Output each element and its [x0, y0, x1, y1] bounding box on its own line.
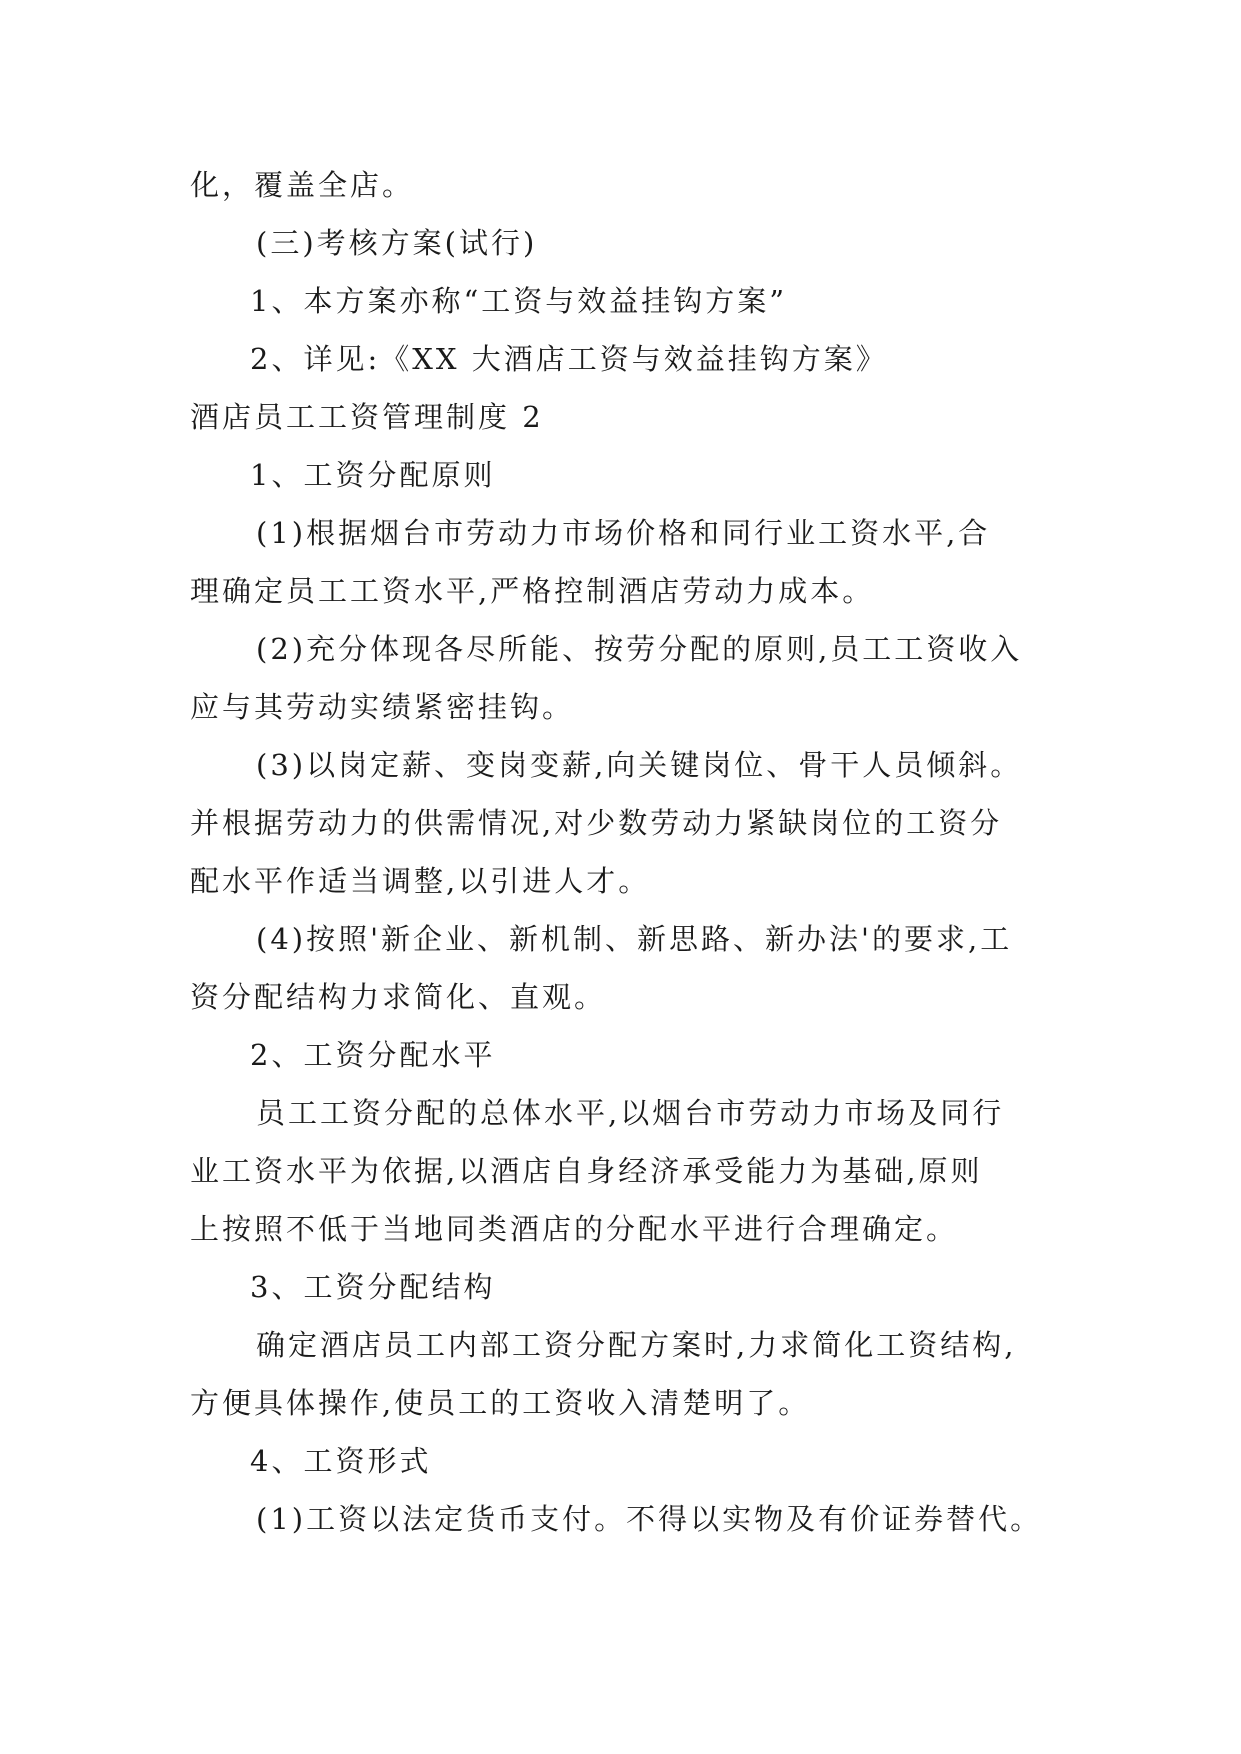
text-line: 确定酒店员工内部工资分配方案时,力求简化工资结构,	[256, 1328, 1017, 1362]
text-line: 配水平作适当调整,以引进人才。	[190, 864, 651, 898]
text-line: 1、本方案亦称“工资与效益挂钩方案”	[250, 284, 788, 318]
section-heading: 4、工资形式	[250, 1444, 432, 1478]
text-line: (1)工资以法定货币支付。不得以实物及有价证券替代。	[256, 1502, 1043, 1536]
section-heading: 2、工资分配水平	[250, 1038, 496, 1072]
section-heading: 3、工资分配结构	[250, 1270, 496, 1304]
text-line: 资分配结构力求简化、直观。	[190, 980, 607, 1014]
text-line: 并根据劳动力的供需情况,对少数劳动力紧缺岗位的工资分	[190, 806, 1003, 840]
text-line: 业工资水平为依据,以酒店自身经济承受能力为基础,原则	[190, 1154, 983, 1188]
text-line: (4)按照'新企业、新机制、新思路、新办法'的要求,工	[256, 922, 1013, 956]
text-line: 上按照不低于当地同类酒店的分配水平进行合理确定。	[190, 1212, 959, 1246]
text-line: (2)充分体现各尽所能、按劳分配的原则,员工工资收入	[256, 632, 1023, 666]
text-line: 应与其劳动实绩紧密挂钩。	[190, 690, 575, 724]
text-line: (3)以岗定薪、变岗变薪,向关键岗位、骨干人员倾斜。	[256, 748, 1023, 782]
section-heading: (三)考核方案(试行)	[256, 226, 538, 260]
section-heading: 1、工资分配原则	[250, 458, 496, 492]
text-line: (1)根据烟台市劳动力市场价格和同行业工资水平,合	[256, 516, 991, 550]
text-line: 2、详见:《XX 大酒店工资与效益挂钩方案》	[250, 342, 888, 376]
text-line: 方便具体操作,使员工的工资收入清楚明了。	[190, 1386, 811, 1420]
text-line: 员工工资分配的总体水平,以烟台市劳动力市场及同行	[256, 1096, 1005, 1130]
text-line: 理确定员工工资水平,严格控制酒店劳动力成本。	[190, 574, 875, 608]
document-title: 酒店员工工资管理制度 2	[190, 400, 544, 434]
text-line: 化，覆盖全店。	[190, 168, 415, 202]
